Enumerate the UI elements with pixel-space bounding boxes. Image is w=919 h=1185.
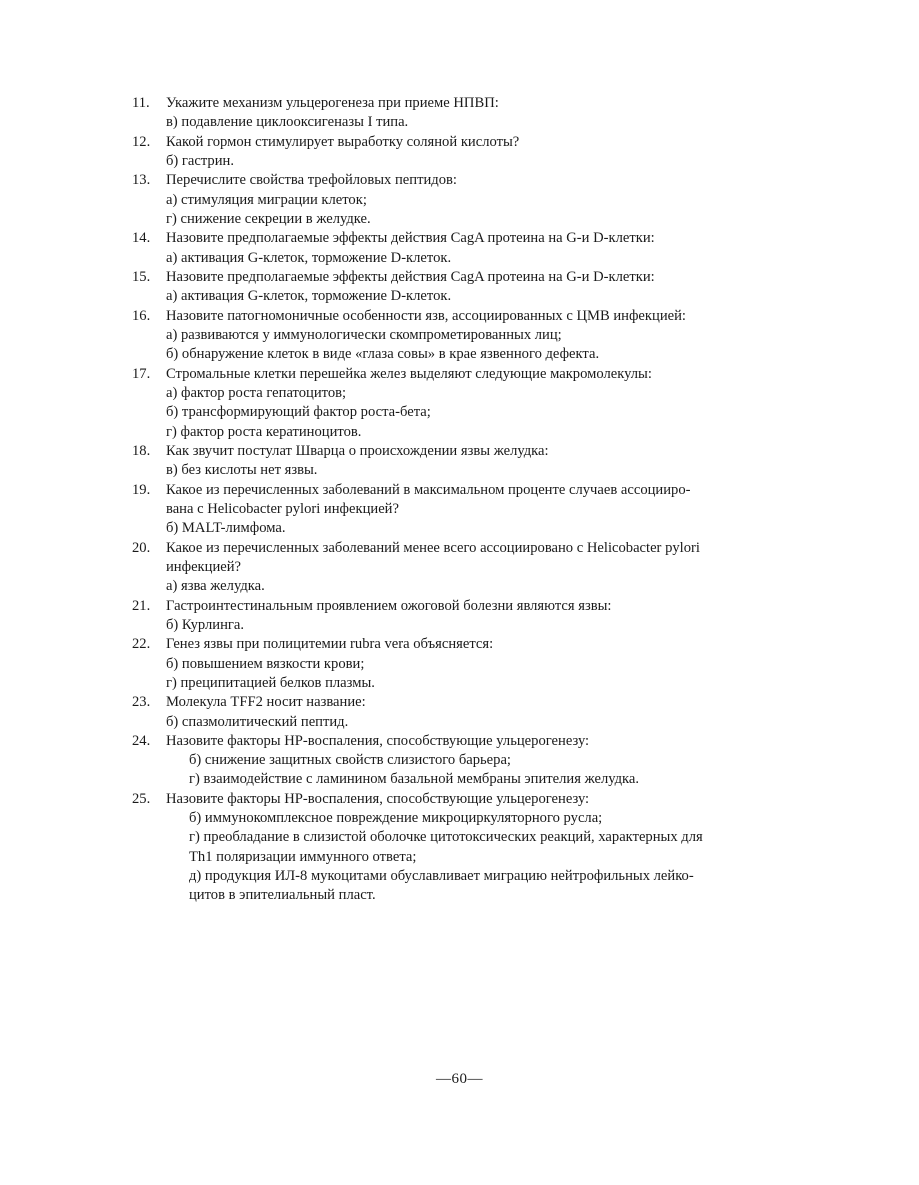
- question-number: 18.: [132, 442, 151, 459]
- question-text: [132, 365, 752, 384]
- question-stem-line: Гастроинтестинальным проявлением ожоговой болезни являются язвы:: [166, 597, 612, 614]
- question-item: [132, 133, 752, 172]
- question-number: 14.: [132, 230, 151, 247]
- answer-line: г) преобладание в слизистой оболочке цитотоксических реакций, характерных для: [189, 829, 703, 846]
- answer-line: г) преципитацией белков плазмы.: [166, 674, 375, 691]
- question-item: [132, 365, 752, 442]
- question-stem-line: Назовите предполагаемые эффекты действия CagA протеина на G-и D-клетки:: [166, 230, 655, 247]
- answer-line: а) стимуляция миграции клеток;: [166, 191, 367, 208]
- question-number: 17.: [132, 365, 151, 382]
- question-text: [132, 94, 752, 113]
- answer-line: г) снижение секреции в желудке.: [166, 210, 371, 227]
- question-number: 20.: [132, 539, 151, 556]
- question-text: [132, 597, 752, 616]
- question-text: [132, 229, 752, 248]
- question-stem-line: Назовите факторы HP-воспаления, способствующие ульцерогенезу:: [166, 732, 590, 749]
- question-number: 22.: [132, 636, 151, 653]
- question-text: [132, 732, 752, 751]
- answer-line: а) активация G-клеток, торможение D-клеток.: [166, 288, 452, 305]
- question-item: [132, 307, 752, 365]
- question-stem-line: Назовите патогномоничные особенности язв, ассоциированных с ЦМВ инфекцией:: [166, 307, 686, 324]
- question-item: [132, 171, 752, 229]
- question-number: 15.: [132, 268, 151, 285]
- question-number: 25.: [132, 790, 151, 807]
- answer-line: цитов в эпителиальный пласт.: [189, 887, 376, 904]
- question-text: [132, 481, 752, 500]
- question-number: 23.: [132, 694, 151, 711]
- question-stem-line: Генез язвы при полицитемии rubra vera объясняется:: [166, 636, 494, 653]
- question-item: [132, 268, 752, 307]
- question-text: [132, 790, 752, 809]
- question-item: [132, 94, 752, 133]
- question-stem-line: Укажите механизм ульцерогенеза при приеме НПВП:: [166, 95, 499, 111]
- question-item: [132, 539, 752, 597]
- question-number: 12.: [132, 133, 151, 150]
- question-list: [132, 94, 752, 906]
- question-item: [132, 229, 752, 268]
- question-stem-line: вана с Helicobacter pylori инфекцией?: [166, 500, 399, 517]
- question-stem-line: Назовите факторы HP-воспаления, способствующие ульцерогенезу:: [166, 790, 590, 807]
- answer-line: д) продукция ИЛ-8 мукоцитами обуславливает миграцию нейтрофильных лейко-: [189, 868, 694, 885]
- question-item: [132, 635, 752, 693]
- question-item: [132, 693, 752, 732]
- question-item: [132, 732, 752, 790]
- question-stem-line: Молекула TFF2 носит название:: [166, 694, 366, 711]
- answer-line: б) снижение защитных свойств слизистого барьера;: [189, 752, 511, 769]
- answer-line: в) без кислоты нет язвы.: [166, 462, 318, 479]
- answer-line: а) развиваются у иммунологически скомпрометированных лиц;: [166, 326, 562, 343]
- answer-line: б) обнаружение клеток в виде «глаза совы» в крае язвенного дефекта.: [166, 346, 600, 363]
- answer-line: б) иммунокомплексное повреждение микроциркуляторного русла;: [189, 810, 603, 827]
- page-number: —60—: [436, 1071, 483, 1087]
- question-stem-line: Какой гормон стимулирует выработку соляной кислоты?: [166, 133, 520, 150]
- question-text: [132, 307, 752, 326]
- question-text: [132, 268, 752, 287]
- question-item: [132, 597, 752, 636]
- answer-line: б) Курлинга.: [166, 616, 244, 633]
- question-item: [132, 442, 752, 481]
- question-number: 19.: [132, 481, 151, 498]
- question-number: 24.: [132, 732, 151, 749]
- answer-line: г) взаимодействие с ламинином базальной мембраны эпителия желудка.: [189, 771, 640, 788]
- question-stem-line: Назовите предполагаемые эффекты действия CagA протеина на G-и D-клетки:: [166, 268, 655, 285]
- answer-line: а) активация G-клеток, торможение D-клеток.: [166, 249, 452, 266]
- question-text: [132, 442, 752, 461]
- question-text: [132, 635, 752, 654]
- question-item: [132, 481, 752, 539]
- answer-line: б) гастрин.: [166, 152, 234, 169]
- question-text: [132, 558, 752, 577]
- question-number: 21.: [132, 597, 151, 614]
- question-stem-line: Как звучит постулат Шварца о происхождении язвы желудка:: [166, 442, 549, 459]
- question-stem-line: Перечислите свойства трефойловых пептидов:: [166, 172, 457, 189]
- answer-line: б) спазмолитический пептид.: [166, 713, 349, 730]
- question-text: [132, 539, 752, 558]
- question-stem-line: Какое из перечисленных заболеваний менее всего ассоциировано с Helicobacter pylori: [166, 539, 700, 556]
- answer-line: а) фактор роста гепатоцитов;: [166, 384, 347, 401]
- question-number: 11.: [132, 95, 150, 111]
- question-stem-line: инфекцией?: [166, 558, 242, 575]
- answer-line: г) фактор роста кератиноцитов.: [166, 423, 362, 440]
- answer-line: а) язва желудка.: [166, 578, 265, 595]
- question-stem-line: Какое из перечисленных заболеваний в максимальном проценте случаев ассоцииро-: [166, 481, 691, 498]
- answer-line: б) MALT-лимфома.: [166, 520, 286, 537]
- question-text: [132, 171, 752, 190]
- question-text: [132, 133, 752, 152]
- question-text: [132, 500, 752, 519]
- question-stem-line: Стромальные клетки перешейка желез выделяют следующие макромолекулы:: [166, 365, 652, 382]
- answer-line: б) трансформирующий фактор роста-бета;: [166, 404, 431, 421]
- question-number: 13.: [132, 172, 151, 189]
- answer-line: в) подавление циклооксигеназы I типа.: [166, 114, 409, 131]
- question-item: [132, 790, 752, 906]
- answer-line: б) повышением вязкости крови;: [166, 655, 365, 672]
- answer-line: Th1 поляризации иммунного ответа;: [189, 848, 417, 865]
- question-text: [132, 693, 752, 712]
- question-number: 16.: [132, 307, 151, 324]
